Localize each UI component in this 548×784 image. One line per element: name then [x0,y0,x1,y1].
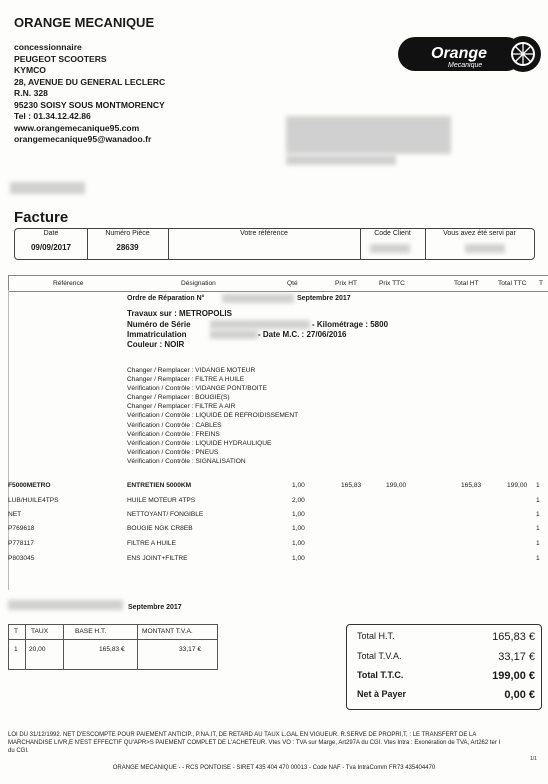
company-line: PEUGEOT SCOOTERS [14,53,107,64]
order-suffix: Septembre 2017 [297,295,351,302]
piece-label: Numéro Pièce [105,230,150,237]
row-t: 1 [536,555,540,562]
company-line: concessionnaire [14,42,82,52]
row-designation: ENTRETIEN 5000KM [127,482,192,489]
operation-item: Vérification / Contrôle : LIQUIDE HYDRAULIQUE [127,439,272,447]
tva-row-base: 165,83 € [99,646,125,653]
col-prix-ttc: Prix TTC [379,280,405,287]
immat-label: Immatriculation [127,330,187,339]
servi-cell [425,229,534,259]
piece-cell [87,229,169,259]
company-line: www.orangemecanique95.com [14,122,140,133]
table-row [0,482,548,494]
tva-row-montant: 33,17 € [179,646,201,653]
row-ref: LUB/HUILE4TPS [8,497,59,504]
redacted-order-number [222,294,294,303]
row-ref: P769618 [8,525,35,532]
logo-sub: Mecanique [448,62,483,69]
total-ht-value: 165,83 € [492,631,535,643]
company-address [14,42,165,146]
company-line: 28, AVENUE DU GENERAL LECLERC [14,76,166,87]
totals-box [346,624,542,710]
kilometrage: - Kilométrage : 5800 [312,320,389,329]
orange-mecanique-logo [398,33,541,75]
row-qte: 1,00 [292,482,305,489]
serie-label: Numéro de Série [127,320,191,329]
row-qte: 1,00 [292,525,305,532]
row-total-ttc: 199,00 [507,482,528,489]
row-ref: NET [8,511,22,518]
row-t: 1 [536,482,540,489]
company-name: ORANGE MECANIQUE [14,15,155,30]
ref-label: Votre référence [240,230,288,237]
total-ttc-value: 199,00 € [492,670,535,682]
row-ref: P803045 [8,555,35,562]
table-row [0,555,548,567]
operation-item: Changer / Remplacer : VIDANGE MOTEUR [127,367,256,374]
company-line: KYMCO [14,65,46,75]
operation-item: Changer / Remplacer : FILTRE A AIR [127,403,236,411]
legal-line: du CGI. [8,748,29,754]
operation-item: Vérification / Contrôle : LIQUIDE DE REFROIDISSEMENT [127,412,299,420]
net-a-payer-label: Net à Payer [357,689,407,699]
couleur: Couleur : NOIR [127,340,185,349]
company-line: R.N. 328 [14,88,48,98]
footer-month: Septembre 2017 [128,604,182,611]
legal-line: LOI DU 31/12/1992. NET D'ESCOMPTE POUR PAIEMENT ANTICIP., P.NA.IT, DE RETARD AU TAUX L.GAL EN VIGUEUR. R.SERVE DE PROPRI,T, : LE TRANSFERT DE LA [8,732,477,738]
legal-text [8,731,540,755]
tva-col-base: BASE H.T. [75,628,107,635]
redacted-serie [210,320,310,329]
redacted-client-address [286,116,451,154]
redacted-client-code [370,244,410,253]
operation-item: Vérification / Contrôle : PNEUS [127,448,219,456]
date-value: 09/09/2017 [30,243,72,252]
redacted-immat [210,330,258,339]
net-a-payer-row [357,689,535,699]
row-total-ht: 165,83 [461,482,482,489]
total-ttc-row [357,670,535,680]
row-t: 1 [536,511,540,518]
total-ht-label: Total H.T. [357,631,395,641]
tva-col-taux: TAUX [31,628,49,635]
row-designation: NETTOYANT/ FONGIBLE [127,511,204,518]
operation-item: Vérification / Contrôle : CABLES [127,421,222,429]
company-line: orangemecanique95@wanadoo.fr [14,134,152,144]
col-reference: Référence [53,280,84,287]
redacted-servi [465,244,505,253]
row-qte: 1,00 [292,511,305,518]
col-total-ht: Total HT [454,280,479,287]
operation-item: Vérification / Contrôle : VIDANGE PONT/BOITE [127,385,267,393]
row-designation: HUILE MOTEUR 4TPS [127,497,196,504]
client-cell [360,229,426,259]
redacted-client-address-2 [286,155,396,165]
total-tva-row [357,651,535,661]
row-t: 1 [536,540,540,547]
row-designation: ENS JOINT+FILTRE [127,555,188,562]
operation-item: Changer / Remplacer : FILTRE A HUILE [127,376,245,384]
row-qte: 1,00 [292,555,305,562]
row-t: 1 [536,497,540,504]
row-qte: 1,00 [292,540,305,547]
row-ref: P778117 [8,540,34,547]
row-designation: BOUGIE NGK CR8EB [127,525,193,532]
row-prix-ht: 165,83 [341,482,362,489]
page-number: 1/1 [530,756,537,762]
servi-label: Vous avez été servi par [443,230,516,237]
company-line: 95230 SOISY SOUS MONTMORENCY [14,99,165,110]
net-a-payer-value: 0,00 € [504,689,535,701]
tva-col-montant: MONTANT T.V.A. [142,628,193,635]
legal-line: MARCHANDISE LIVR,E N'EST EFFECTIF QU'APR>S PAIEMENT COMPLET DE L'ACHETEUR. Vtes VO : TVA sur Marge, Art297A du CGI. Vtes Intra : Exonération de TVA, Art262 ter I [8,740,501,746]
table-row [0,525,548,537]
date-cell [15,229,88,259]
total-ht-row [357,631,535,641]
table-row [0,497,548,509]
col-qte: Qté [287,280,298,287]
operation-item: Vérification / Contrôle : SIGNALISATION [127,457,246,465]
invoice-title: Facture [14,209,69,226]
col-total-ttc: Total TTC [498,280,527,287]
row-designation: FILTRE A HUILE [127,540,176,547]
operation-item: Vérification / Contrôle : FREINS [127,430,220,438]
operations-list [127,366,298,466]
row-prix-ttc: 199,00 [386,482,407,489]
col-designation: Désignation [181,280,216,287]
total-tva-value: 33,17 € [498,651,535,663]
total-ttc-label: Total T.T.C. [357,670,404,680]
table-row [0,540,548,552]
date-label: Date [43,230,59,237]
travaux: Travaux sur : METROPOLIS [127,309,232,318]
tva-col-t: T [14,628,19,635]
piece-value: 28639 [116,243,139,252]
tva-row-taux: 20,00 [29,646,46,653]
row-t: 1 [536,525,540,532]
tva-row-t: 1 [14,646,18,653]
tva-table [8,624,218,670]
company-line: Tel : 01.34.12.42.86 [14,111,91,121]
operation-item: Changer / Remplacer : BOUGIE(S) [127,394,230,402]
row-qte: 2,00 [292,497,305,504]
footer-text: ORANGE MECANIQUE - - RCS PONTOISE - SIRET 435 404 470 00013 - Code NAF - Tva IntraComm FR73 435404470 [112,765,436,771]
col-t: T [539,280,544,287]
client-label: Code Client [374,230,411,237]
date-mc: - Date M.C. : 27/06/2016 [258,330,347,339]
col-prix-ht: Prix HT [335,280,357,287]
row-ref: F5000METRO [8,482,51,489]
logo-word: Orange [431,45,488,62]
order-label: Ordre de Réparation N° [127,295,205,302]
ref-cell [168,229,361,259]
total-tva-label: Total T.V.A. [357,651,402,661]
table-row [0,511,548,523]
redacted-name [10,182,85,194]
invoice-header-box [14,228,535,260]
redacted-footer-ref [8,600,123,610]
